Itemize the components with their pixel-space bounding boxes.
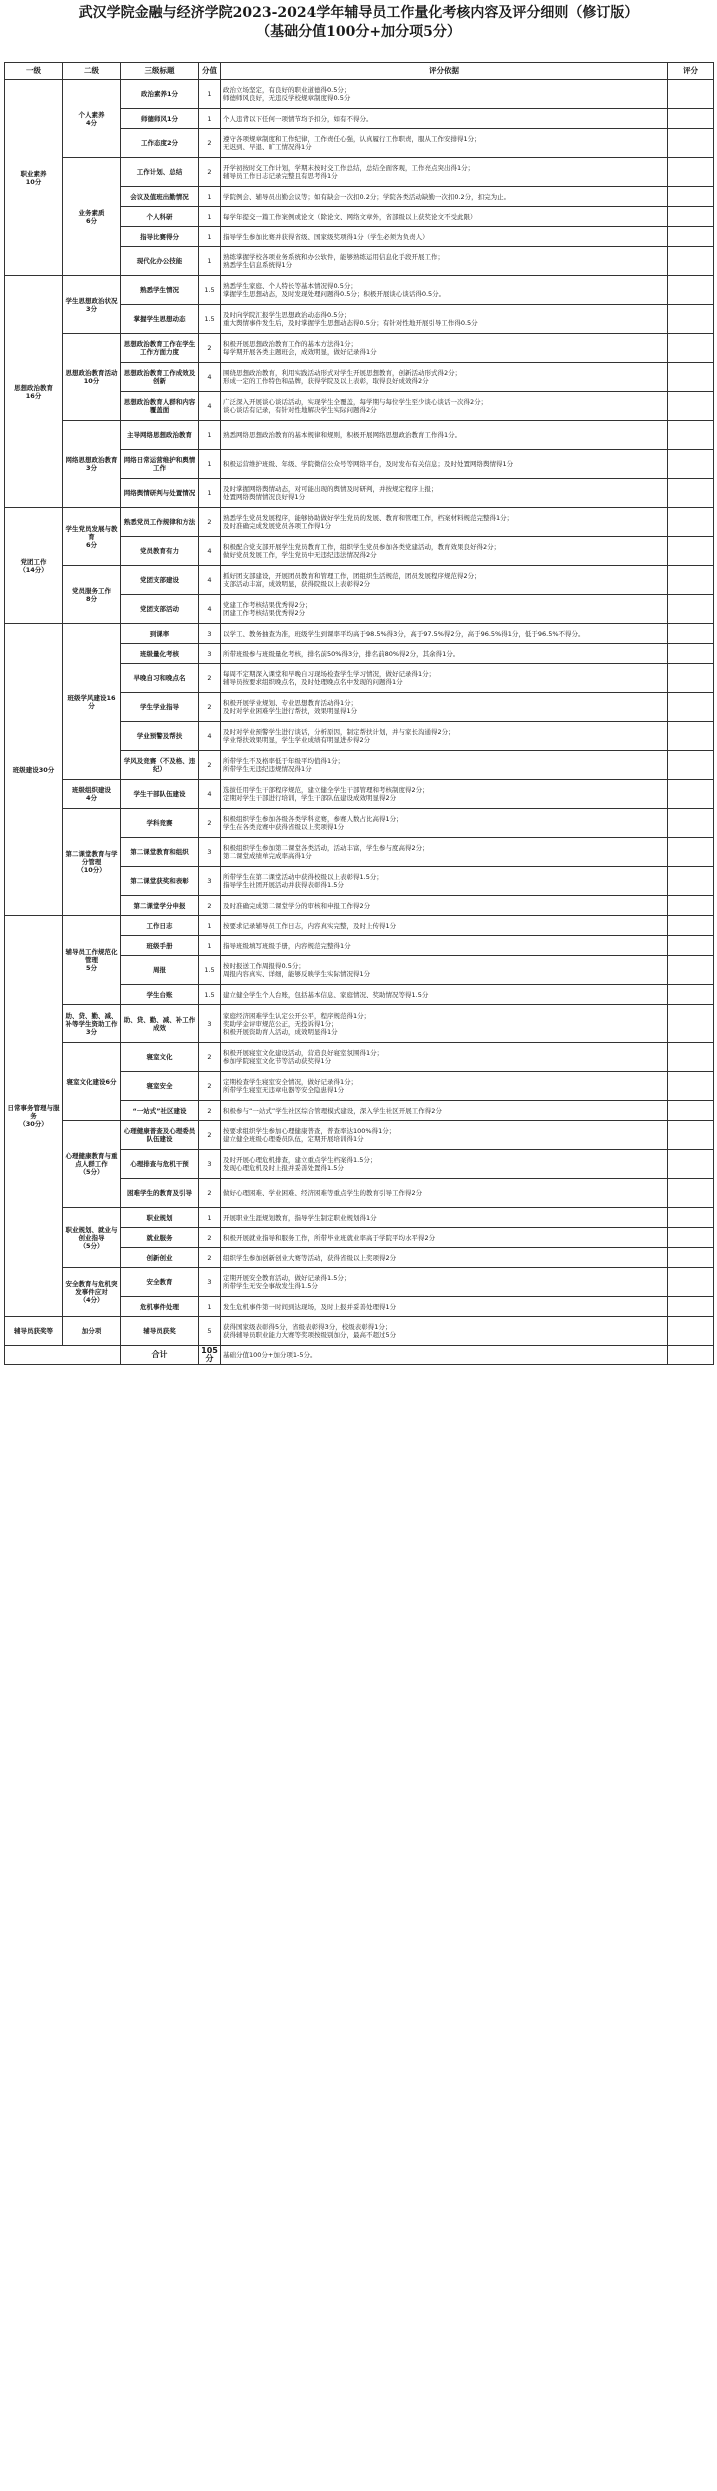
table-row <box>5 780 714 809</box>
rating-cell[interactable] <box>668 595 714 624</box>
scoring-basis: 熟悉网络思想政治教育的基本规律和规则，积极开展网络思想政治教育工作得1分。 <box>221 421 668 450</box>
total-rating-cell[interactable] <box>668 1346 714 1365</box>
rating-cell[interactable] <box>668 392 714 421</box>
score-value: 4 <box>199 537 221 566</box>
total-blank-cell <box>5 1346 121 1365</box>
score-value: 4 <box>199 722 221 751</box>
rating-cell[interactable] <box>668 985 714 1005</box>
score-value: 1 <box>199 227 221 247</box>
rating-cell[interactable] <box>668 751 714 780</box>
level3-title: 班级量化考核 <box>121 644 199 664</box>
score-value: 2 <box>199 1043 221 1072</box>
score-value: 1 <box>199 479 221 508</box>
level3-title: 会议及值班出勤情况 <box>121 187 199 207</box>
score-value: 1.5 <box>199 985 221 1005</box>
rating-cell[interactable] <box>668 916 714 936</box>
scoring-basis: 以学工、教务抽查为准，班级学生到课率平均高于98.5%得3分，高于97.5%得2分，高于96.5%得1分，低于96.5%不得分。 <box>221 624 668 644</box>
score-value: 5 <box>199 1317 221 1346</box>
scoring-basis: 选拔任用学生干部程序规范，建立健全学生干部管理和考核制度得2分； 定期对学生干部进行培训，学生干部队伍建设成效明显得2分 <box>221 780 668 809</box>
level2-category: 党员服务工作 8分 <box>63 566 121 624</box>
rating-cell[interactable] <box>668 664 714 693</box>
rating-cell[interactable] <box>668 450 714 479</box>
level3-title: 熟悉学生情况 <box>121 276 199 305</box>
level2-category: 加分项 <box>63 1317 121 1346</box>
header-level1: 一级 <box>5 63 63 80</box>
level2-category: 网络思想政治教育 3分 <box>63 421 121 508</box>
scoring-basis: 开展职业生涯规划教育，指导学生制定职业规划得1分 <box>221 1208 668 1228</box>
rating-cell[interactable] <box>668 1121 714 1150</box>
scoring-basis: 围绕思想政治教育，利用实践活动形式对学生开展思想教育，创新活动形式得2分； 形成一定的工作特色和品牌，获得学院及以上表彰，取得良好成效得2分 <box>221 363 668 392</box>
score-value: 2 <box>199 809 221 838</box>
rating-cell[interactable] <box>668 1268 714 1297</box>
table-row <box>5 624 714 644</box>
score-value: 2 <box>199 158 221 187</box>
scoring-basis: 熟练掌握学校各项业务系统和办公软件，能够熟练运用信息化手段开展工作； 熟悉学生信息系统得1分 <box>221 247 668 276</box>
rating-cell[interactable] <box>668 334 714 363</box>
scoring-basis: 及时准确完成第二课堂学分的审核和申报工作得2分 <box>221 896 668 916</box>
level3-title: 周报 <box>121 956 199 985</box>
rating-cell[interactable] <box>668 305 714 334</box>
score-value: 2 <box>199 1072 221 1101</box>
level3-title: “一站式”社区建设 <box>121 1101 199 1121</box>
rating-cell[interactable] <box>668 1101 714 1121</box>
level3-title: 学生学业指导 <box>121 693 199 722</box>
scoring-basis: 建立健全学生个人台账，包括基本信息、家庭情况、奖助情况等得1.5分 <box>221 985 668 1005</box>
rating-cell[interactable] <box>668 479 714 508</box>
level3-title: 就业服务 <box>121 1228 199 1248</box>
level3-title: 寝室安全 <box>121 1072 199 1101</box>
scoring-basis: 及时对学业预警学生进行谈话，分析原因，制定帮扶计划，并与家长沟通得2分； 学业帮扶效果明显，学生学业成绩有明显进步得2分 <box>221 722 668 751</box>
table-row <box>5 809 714 838</box>
level3-title: 心理健康普查及心理委员队伍建设 <box>121 1121 199 1150</box>
score-value: 4 <box>199 780 221 809</box>
rating-cell[interactable] <box>668 187 714 207</box>
level2-category: 辅导员工作规范化管理 5分 <box>63 916 121 1005</box>
scoring-basis: 获得国家级表彰得5分，省级表彰得3分，校级表彰得1分； 获得辅导员职业能力大赛等奖项按级别加分，最高不超过5分 <box>221 1317 668 1346</box>
level3-title: 思想政治教育工作在学生工作方面力度 <box>121 334 199 363</box>
score-value: 3 <box>199 624 221 644</box>
score-value: 2 <box>199 508 221 537</box>
table-row <box>5 916 714 936</box>
level1-category: 职业素养 10分 <box>5 80 63 276</box>
scoring-basis: 党建工作考核结果优秀得2分； 团建工作考核结果优秀得2分 <box>221 595 668 624</box>
rating-cell[interactable] <box>668 1150 714 1179</box>
scoring-basis: 抓好团支部建设，开展团员教育和管理工作，团组织生活规范，团员发展程序规范得2分； 支部活动丰富，成效明显，获得院级以上表彰得2分 <box>221 566 668 595</box>
table-row <box>5 158 714 187</box>
level3-title: 心理排查与危机干预 <box>121 1150 199 1179</box>
score-value: 1 <box>199 421 221 450</box>
score-value: 3 <box>199 838 221 867</box>
table-row <box>5 80 714 109</box>
score-value: 2 <box>199 1179 221 1208</box>
score-value: 4 <box>199 363 221 392</box>
score-value: 3 <box>199 644 221 664</box>
score-value: 1 <box>199 1208 221 1228</box>
level3-title: 班级手册 <box>121 936 199 956</box>
rating-cell[interactable] <box>668 644 714 664</box>
scoring-basis: 指导学生参加比赛并获得省级、国家级奖项得1分（学生必须为负责人） <box>221 227 668 247</box>
level3-title: 第二课堂学分申报 <box>121 896 199 916</box>
score-value: 1 <box>199 80 221 109</box>
level3-title: 现代化办公技能 <box>121 247 199 276</box>
level1-category: 思想政治教育 16分 <box>5 276 63 508</box>
rating-cell[interactable] <box>668 207 714 227</box>
total-row <box>5 1346 714 1365</box>
level3-title: 网络日常运营维护和舆情工作 <box>121 450 199 479</box>
title-line-2: （基础分值100分+加分项5分） <box>256 24 461 40</box>
rating-cell[interactable] <box>668 838 714 867</box>
scoring-basis: 所带学生不及格率低于年级平均值得1分； 所带学生无违纪违规情况得1分 <box>221 751 668 780</box>
total-note: 基础分值100分+加分项1-5分。 <box>221 1346 668 1365</box>
level3-title: 学风及竞赛（不及格、违纪） <box>121 751 199 780</box>
rating-cell[interactable] <box>668 129 714 158</box>
score-value: 2 <box>199 1101 221 1121</box>
table-row <box>5 1317 714 1346</box>
rating-cell[interactable] <box>668 276 714 305</box>
score-value: 1 <box>199 916 221 936</box>
scoring-basis: 广泛深入开展谈心谈话活动，实现学生全覆盖，每学期与每位学生至少谈心谈话一次得2分； 谈心谈话有记录，有针对性地解决学生实际问题得2分 <box>221 392 668 421</box>
level3-title: 工作计划、总结 <box>121 158 199 187</box>
rating-cell[interactable] <box>668 1072 714 1101</box>
score-value: 1 <box>199 936 221 956</box>
scoring-basis: 按要求记录辅导员工作日志，内容真实完整，及时上传得1分 <box>221 916 668 936</box>
score-value: 1 <box>199 207 221 227</box>
level3-title: 危机事件处理 <box>121 1297 199 1317</box>
header-level2: 二级 <box>63 63 121 80</box>
level3-title: 到课率 <box>121 624 199 644</box>
level3-title: 主导网络思想政治教育 <box>121 421 199 450</box>
score-value: 2 <box>199 664 221 693</box>
level2-category: 第二课堂教育与学分管理 （10分） <box>63 809 121 916</box>
scoring-basis: 积极开展学业规划、专业思想教育活动得1分； 及时对学业困难学生进行帮扶，效果明显得1分 <box>221 693 668 722</box>
level3-title: 党团支部活动 <box>121 595 199 624</box>
scoring-basis: 按要求组织学生参加心理健康普查，普查率达100%得1分； 建立健全班级心理委员队伍，定期开展培训得1分 <box>221 1121 668 1150</box>
scoring-basis: 发生危机事件第一时间到达现场，及时上报并妥善处理得1分 <box>221 1297 668 1317</box>
level3-title: 安全教育 <box>121 1268 199 1297</box>
rating-cell[interactable] <box>668 80 714 109</box>
table-row <box>5 566 714 595</box>
rating-cell[interactable] <box>668 247 714 276</box>
table-row <box>5 1208 714 1228</box>
rating-cell[interactable] <box>668 421 714 450</box>
rating-cell[interactable] <box>668 508 714 537</box>
score-value: 3 <box>199 1150 221 1179</box>
level3-title: 指导比赛得分 <box>121 227 199 247</box>
level3-title: 职业规划 <box>121 1208 199 1228</box>
score-value: 1 <box>199 450 221 479</box>
score-value: 1.5 <box>199 276 221 305</box>
scoring-basis: 指导班级填写班级手册，内容规范完整得1分 <box>221 936 668 956</box>
rating-cell[interactable] <box>668 936 714 956</box>
rating-cell[interactable] <box>668 956 714 985</box>
level3-title: 掌握学生思想动态 <box>121 305 199 334</box>
rating-cell[interactable] <box>668 109 714 129</box>
level3-title: 思想政治教育人群和内容覆盖面 <box>121 392 199 421</box>
rating-cell[interactable] <box>668 537 714 566</box>
level3-title: 第二课堂获奖和表彰 <box>121 867 199 896</box>
table-row <box>5 508 714 537</box>
rating-cell[interactable] <box>668 1248 714 1268</box>
rating-cell[interactable] <box>668 1179 714 1208</box>
score-value: 1 <box>199 1297 221 1317</box>
table-row <box>5 276 714 305</box>
level2-category: 学生党员发展与教育 6分 <box>63 508 121 566</box>
scoring-basis: 积极开展思想政治教育工作的基本方法得1分； 每学期开展各类主题班会，成效明显，做好记录得1分 <box>221 334 668 363</box>
score-value: 2 <box>199 334 221 363</box>
table-row <box>5 1121 714 1150</box>
rating-cell[interactable] <box>668 693 714 722</box>
score-value: 4 <box>199 595 221 624</box>
header-basis: 评分依据 <box>221 63 668 80</box>
header-level3: 三级标题 <box>121 63 199 80</box>
table-row <box>5 421 714 450</box>
table-row <box>5 1268 714 1297</box>
level1-category: 班级建设30分 <box>5 624 63 916</box>
scoring-basis: 按时报送工作周报得0.5分； 周报内容真实、详细，能够反映学生实际情况得1分 <box>221 956 668 985</box>
scoring-basis: 定期开展安全教育活动，做好记录得1.5分； 所带学生无安全事故发生得1.5分 <box>221 1268 668 1297</box>
level3-title: 学生干部队伍建设 <box>121 780 199 809</box>
score-value: 1 <box>199 187 221 207</box>
scoring-basis: 家庭经济困难学生认定公开公平，程序规范得1分； 奖助学金评审规范公正，无投诉得1分； 积极开展资助育人活动，成效明显得1分 <box>221 1005 668 1043</box>
score-value: 2 <box>199 129 221 158</box>
rating-cell[interactable] <box>668 722 714 751</box>
rating-cell[interactable] <box>668 780 714 809</box>
level2-category: 安全教育与危机突发事件应对 （4分） <box>63 1268 121 1317</box>
rating-cell[interactable] <box>668 1297 714 1317</box>
scoring-basis: 每周不定期深入课堂和早晚自习现场检查学生学习情况，做好记录得1分； 辅导员按要求组织晚点名，及时处理晚点名中发现的问题得1分 <box>221 664 668 693</box>
level3-title: 寝室文化 <box>121 1043 199 1072</box>
score-value: 1 <box>199 109 221 129</box>
rating-cell[interactable] <box>668 624 714 644</box>
score-value: 4 <box>199 392 221 421</box>
total-score: 105分 <box>199 1346 221 1365</box>
scoring-basis: 熟悉学生党员发展程序，能够协助做好学生党员的发展、教育和管理工作，档案材料规范完整得1分； 及时准确完成发展党员各项工作得1分 <box>221 508 668 537</box>
scoring-basis: 遵守各项规章制度和工作纪律，工作责任心强，认真履行工作职责，服从工作安排得1分； 无迟到、早退、旷工情况得1分 <box>221 129 668 158</box>
rating-cell[interactable] <box>668 867 714 896</box>
scoring-basis: 积极参与“一站式”学生社区综合管理模式建设，深入学生社区开展工作得2分 <box>221 1101 668 1121</box>
level1-category: 辅导员获奖等 <box>5 1317 63 1346</box>
level3-title: 第二课堂教育和组织 <box>121 838 199 867</box>
rating-cell[interactable] <box>668 363 714 392</box>
scoring-basis: 个人违背以下任何一项情节均予扣分，如有不得分。 <box>221 109 668 129</box>
level2-category: 思想政治教育活动 10分 <box>63 334 121 421</box>
level2-category: 职业规划、就业与创业指导 （5分） <box>63 1208 121 1268</box>
scoring-basis: 学院例会、辅导员出勤会议等；如有缺会一次扣0.2分；学院各类活动缺勤一次扣0.2分，扣完为止。 <box>221 187 668 207</box>
scoring-basis: 积极运营维护班级、年级、学院微信公众号等网络平台，及时发布有关信息；及时处置网络舆情得1分 <box>221 450 668 479</box>
scoring-basis: 及时掌握网络舆情动态，对可能出现的舆情及时研判，并按规定程序上报； 处置网络舆情情况良好得1分 <box>221 479 668 508</box>
level3-title: 困难学生的教育及引导 <box>121 1179 199 1208</box>
scoring-basis: 定期检查学生寝室安全情况，做好记录得1分； 所带学生寝室无违章电器等安全隐患得1分 <box>221 1072 668 1101</box>
level3-title: 党员教育有力 <box>121 537 199 566</box>
scoring-basis: 政治立场坚定，有良好的职业道德得0.5分； 师德师风良好，无违反学校规章制度得0.5分 <box>221 80 668 109</box>
score-value: 3 <box>199 1268 221 1297</box>
score-value: 3 <box>199 1005 221 1043</box>
scoring-basis: 积极开展就业指导和服务工作，所带毕业班就业率高于学院平均水平得2分 <box>221 1228 668 1248</box>
level2-category: 个人素养 4分 <box>63 80 121 158</box>
scoring-basis: 及时向学院汇报学生思想政治动态得0.5分； 重大舆情事件发生后，及时掌握学生思想动态得0.5分；有针对性地开展引导工作得0.5分 <box>221 305 668 334</box>
rating-cell[interactable] <box>668 1317 714 1346</box>
level3-title: 工作态度2分 <box>121 129 199 158</box>
score-value: 1.5 <box>199 956 221 985</box>
level3-title: 学科竞赛 <box>121 809 199 838</box>
scoring-basis: 积极配合党支部开展学生党员教育工作，组织学生党员参加各类党建活动，教育效果良好得2分； 做好党员发展工作，学生党员中无违纪违法情况得2分 <box>221 537 668 566</box>
score-value: 3 <box>199 867 221 896</box>
rating-cell[interactable] <box>668 1043 714 1072</box>
header-rating: 评分 <box>668 63 714 80</box>
scoring-basis: 每学年提交一篇工作案例或论文（除论文、网络文章外，省部级以上获奖论文不受此限） <box>221 207 668 227</box>
scoring-basis: 组织学生参加创新创业大赛等活动，获得省级以上奖项得2分 <box>221 1248 668 1268</box>
score-value: 2 <box>199 751 221 780</box>
score-value: 1 <box>199 247 221 276</box>
rating-cell[interactable] <box>668 158 714 187</box>
rating-cell[interactable] <box>668 896 714 916</box>
level3-title: 思想政治教育工作成效及创新 <box>121 363 199 392</box>
scoring-basis: 熟悉学生家庭、个人特长等基本情况得0.5分； 掌握学生思想动态，及时发现处理问题得0.5分；积极开展谈心谈话得0.5分。 <box>221 276 668 305</box>
rating-cell[interactable] <box>668 566 714 595</box>
scoring-basis: 及时开展心理危机排查，建立重点学生档案得1.5分； 发现心理危机及时上报并妥善处置得1.5分 <box>221 1150 668 1179</box>
level3-title: 辅导员获奖 <box>121 1317 199 1346</box>
level3-title: 学生台账 <box>121 985 199 1005</box>
level2-category: 班级学风建设16分 <box>63 624 121 780</box>
level2-category: 寝室文化建设6分 <box>63 1043 121 1121</box>
level3-title: 个人科研 <box>121 207 199 227</box>
level1-category: 日常事务管理与服务 （30分） <box>5 916 63 1317</box>
level3-title: 熟悉党员工作规律和方法 <box>121 508 199 537</box>
table-row <box>5 334 714 363</box>
score-value: 2 <box>199 896 221 916</box>
level3-title: 师德师风1分 <box>121 109 199 129</box>
score-value: 1.5 <box>199 305 221 334</box>
scoring-basis: 积极开展寝室文化建设活动，营造良好寝室氛围得1分； 参加学院寝室文化节等活动获奖得1分 <box>221 1043 668 1072</box>
table-row <box>5 1005 714 1043</box>
scoring-basis: 开学初按时交工作计划，学期末按时交工作总结，总结全面客观，工作亮点突出得1分； 辅导员工作日志记录完整且有思考得1分 <box>221 158 668 187</box>
title-line-1: 武汉学院金融与经济学院2023-2024学年辅导员工作量化考核内容及评分细则（修订版） <box>78 5 639 21</box>
score-value: 2 <box>199 1248 221 1268</box>
scoring-basis: 所带学生在第二课堂活动中获得校级以上表彰得1.5分； 指导学生社团开展活动并获得表彰得1.5分 <box>221 867 668 896</box>
rating-cell[interactable] <box>668 809 714 838</box>
scoring-basis: 积极组织学生参加各级各类学科竞赛，参赛人数占比高得1分； 学生在各类竞赛中获得省级以上奖项得1分 <box>221 809 668 838</box>
header-score: 分值 <box>199 63 221 80</box>
scoring-table <box>4 62 714 1365</box>
level3-title: 网络舆情研判与处置情况 <box>121 479 199 508</box>
level3-title: 工作日志 <box>121 916 199 936</box>
level3-title: 政治素养1分 <box>121 80 199 109</box>
level3-title: 助、贷、勤、减、补工作成效 <box>121 1005 199 1043</box>
scoring-basis: 积极组织学生参加第二课堂各类活动，活动丰富，学生参与度高得2分； 第二课堂成绩单完成率高得1分 <box>221 838 668 867</box>
header-row <box>5 63 714 80</box>
rating-cell[interactable] <box>668 1208 714 1228</box>
document-title <box>0 4 717 42</box>
total-label: 合计 <box>121 1346 199 1365</box>
rating-cell[interactable] <box>668 227 714 247</box>
level2-category: 心理健康教育与重点人群工作 （5分） <box>63 1121 121 1208</box>
score-value: 2 <box>199 1121 221 1150</box>
level2-category: 助、贷、勤、减、补等学生资助工作 3分 <box>63 1005 121 1043</box>
rating-cell[interactable] <box>668 1228 714 1248</box>
level3-title: 创新创业 <box>121 1248 199 1268</box>
rating-cell[interactable] <box>668 1005 714 1043</box>
score-value: 2 <box>199 693 221 722</box>
scoring-basis: 做好心理困难、学业困难、经济困难等重点学生的教育引导工作得2分 <box>221 1179 668 1208</box>
score-value: 4 <box>199 566 221 595</box>
level3-title: 党团支部建设 <box>121 566 199 595</box>
scoring-basis: 所带班级参与班级量化考核，排名前50%得3分，排名前80%得2分，其余得1分。 <box>221 644 668 664</box>
level3-title: 早晚自习和晚点名 <box>121 664 199 693</box>
level3-title: 学业预警及帮扶 <box>121 722 199 751</box>
level2-category: 学生思想政治状况 3分 <box>63 276 121 334</box>
level2-category: 业务素质 6分 <box>63 158 121 276</box>
level2-category: 班级组织建设 4分 <box>63 780 121 809</box>
table-row <box>5 1043 714 1072</box>
score-value: 2 <box>199 1228 221 1248</box>
level1-category: 党团工作 （14分） <box>5 508 63 624</box>
